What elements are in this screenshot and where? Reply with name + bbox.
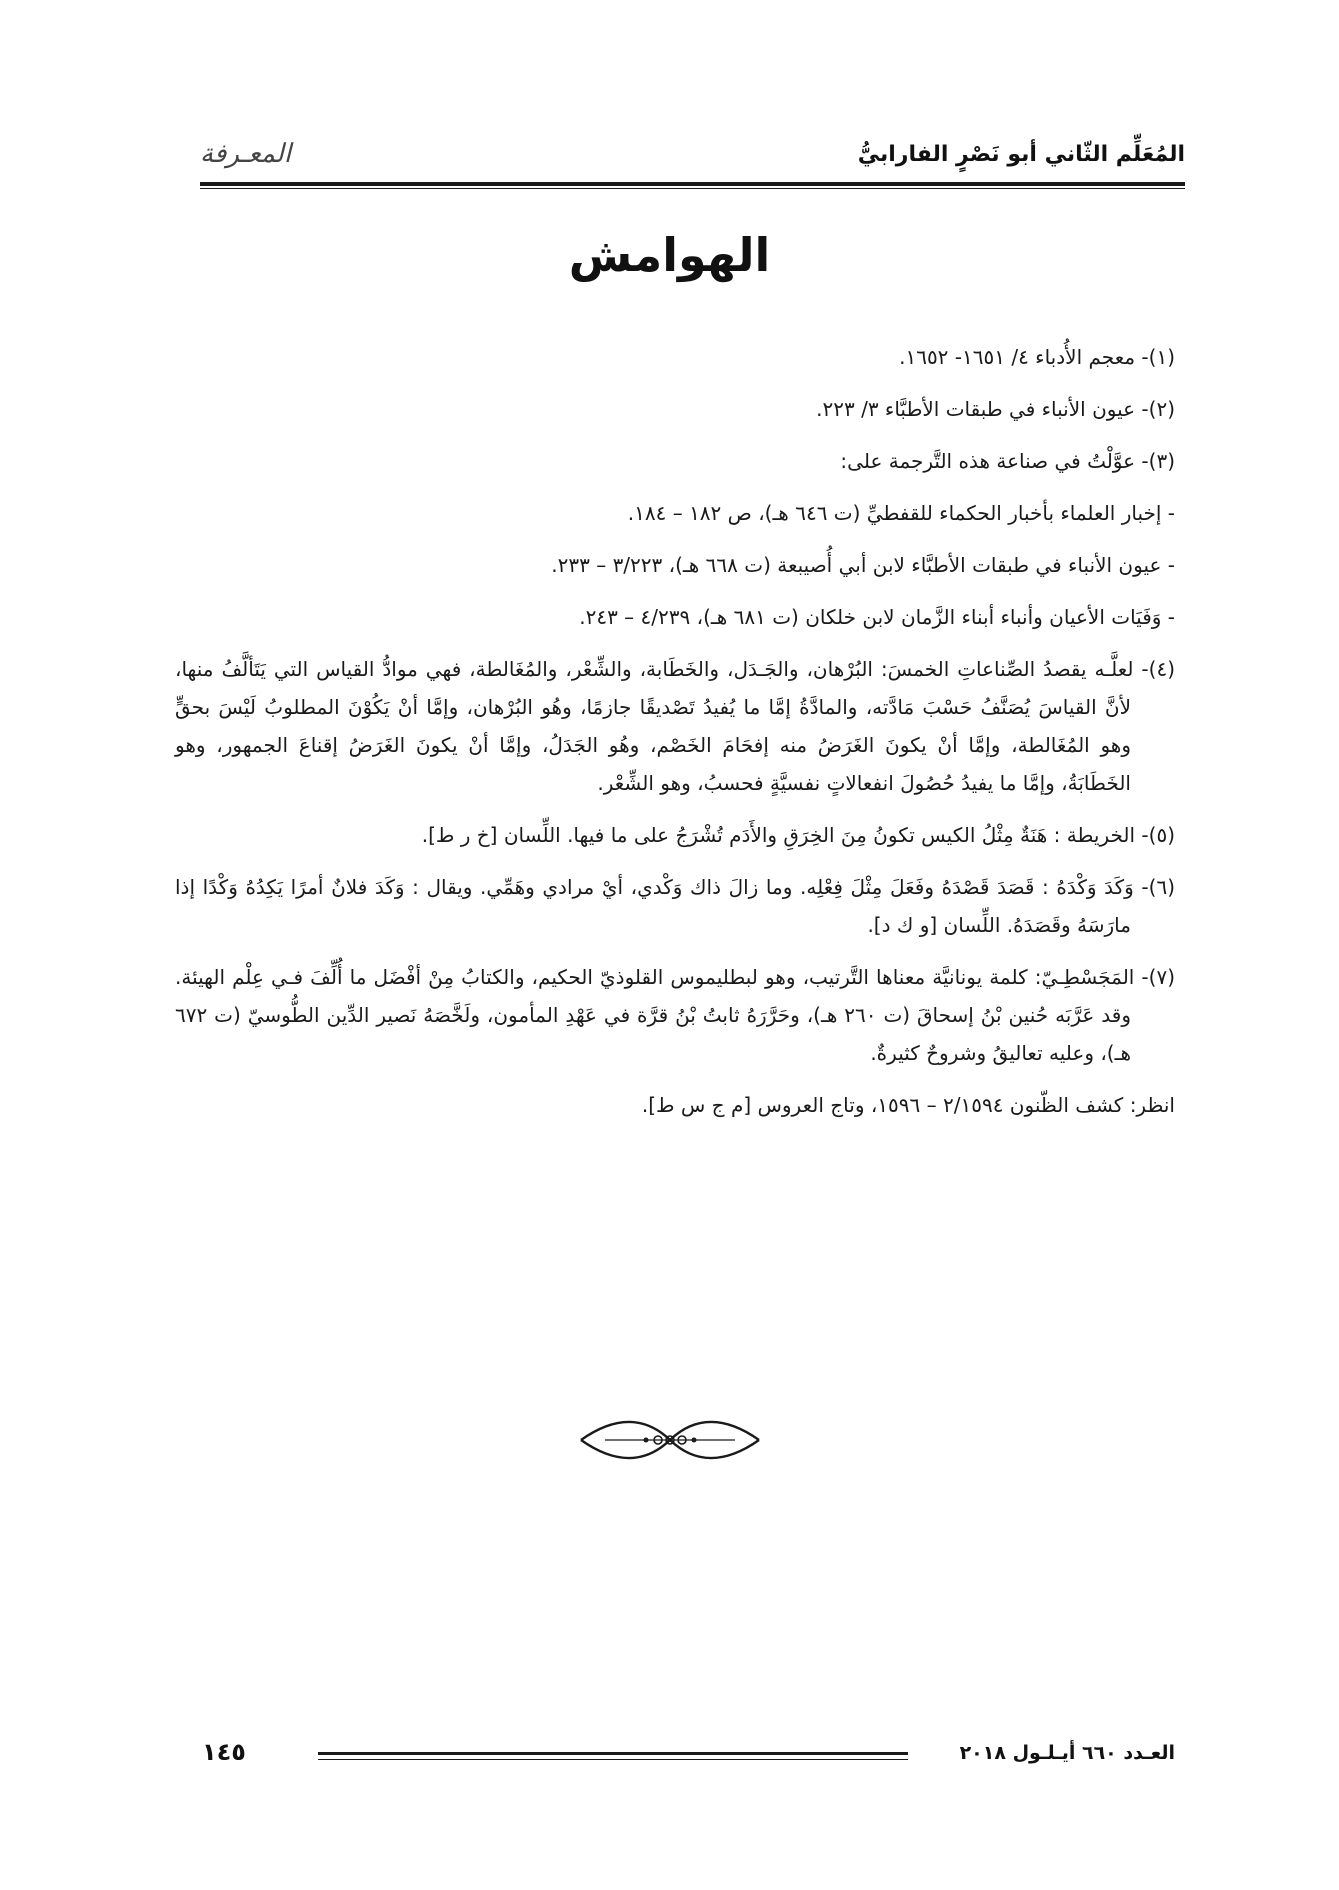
- source-item: - إخبار العلماء بأخبار الحكماء للقفطيِّ (ت ٦٤٦ هـ)، ص ١٨٢ – ١٨٤.: [627, 501, 1175, 525]
- footer-rule: [318, 1752, 908, 1755]
- page-header: [200, 128, 1185, 180]
- issue-label: العـدد ٦٦٠ أيـلـول ٢٠١٨: [959, 1742, 1175, 1764]
- running-title: المُعَلِّم الثّاني أبو نَصْرٍ الفارابيُّ: [857, 141, 1185, 167]
- source-item: - وَفَيَات الأعيان وأنباء أبناء الزَّمان لابن خلكان (ت ٦٨١ هـ)، ٤/٢٣٩ – ٢٤٣.: [579, 605, 1175, 629]
- footnotes-list: [175, 338, 1175, 1138]
- footnote-6: (٦)- وَكَدَ وَكْدَهُ : قَصَدَ قَصْدَهُ وفَعَلَ مِثْلَ فِعْلِه. وما زالَ ذاك وَكْدي، أيْ مرادي وهَمِّي. ويقال : وَكَدَ فلانٌ أمرًا يَكِدُهُ وَكْدًا إذا مارَسَهُ وقَصَدَهُ. اللِّسان [و ك د].: [175, 875, 1175, 937]
- ornament-divider-icon: [575, 1410, 765, 1470]
- source-item: - عيون الأنباء في طبقات الأطبَّاء لابن أبي أُصيبعة (ت ٦٦٨ هـ)، ٣/٢٢٣ – ٢٣٣.: [551, 553, 1175, 577]
- section-title: الهوامش: [568, 228, 771, 282]
- footnote-1: (١)- معجم الأُدباء ٤/ ١٦٥١- ١٦٥٢.: [899, 345, 1175, 369]
- magazine-logo: المعـرفة: [200, 139, 292, 169]
- footnote-2: (٢)- عيون الأنباء في طبقات الأطبَّاء ٣/ ٢٢٣.: [816, 397, 1175, 421]
- final-reference: انظر: كشف الظّنون ٢/١٥٩٤ – ١٥٩٦، وتاج العروس [م ج س ط].: [641, 1093, 1175, 1117]
- page-number: ١٤٥: [202, 1738, 246, 1766]
- footnote-7: (٧)- المَجَسْطِـيّ: كلمة يونانيَّة معناها التَّرتيب، وهو لبطليموس القلوذيّ الحكيم، والكتابُ مِنْ أفْضَل ما أُلِّفَ فـي عِلْم الهيئة. وقد عَرَّبَه حُنين بْنُ إسحاقَ (ت ٢٦٠ هـ)، وحَرَّرَهُ ثابتُ بْنُ قرَّة في عَهْدِ المأمون، ولَخَّصَهُ نَصير الدِّين الطُّوسيّ (ت ٦٧٢ هـ)، وعليه تعاليقُ وشروحٌ كثيرةٌ.: [175, 965, 1175, 1065]
- footnote-4: (٤)- لعلَّـه يقصدُ الصِّناعاتِ الخمسَ: البُرْهان، والجَـدَل، والخَطَابة، والشِّعْر، والمُغَالطة، فهي موادُّ القياس التي يَتَألَّفُ منها، لأنَّ القياسَ يُصَنَّفُ حَسْبَ مَادَّته، والمادَّةُ إمَّا ما يُفيدُ تَصْديقًا جازمًا، وهُو البُرْهان، وإمَّا أنْ يَكُوْنَ المطلوبُ لَيْسَ بحقٍّ وهو المُغَالطة، وإمَّا أنْ يكونَ الغَرَضُ منه إفحَامَ الخَصْم، وهُو الجَدَلُ، وإمَّا أنْ يكونَ الغَرَضُ إقناعَ الجمهور، وهو الخَطَابَةُ، وإمَّا ما يفيدُ حُصُولَ انفعالاتٍ نفسيَّةٍ فحسبُ، وهو الشِّعْر.: [175, 657, 1175, 795]
- header-rule-thin: [200, 188, 1185, 189]
- footnote-5: (٥)- الخريطة : هَنَةٌ مِثْلُ الكيس تكونُ مِنَ الخِرَقِ والأَدَم تُشْرَجُ على ما فيها. اللِّسان [خ ر ط].: [421, 823, 1175, 847]
- header-rule: [200, 182, 1185, 186]
- footnote-3: (٣)- عوَّلْتُ في صناعة هذه التَّرجمة على:: [840, 449, 1175, 473]
- footer-rule-thin: [318, 1759, 908, 1760]
